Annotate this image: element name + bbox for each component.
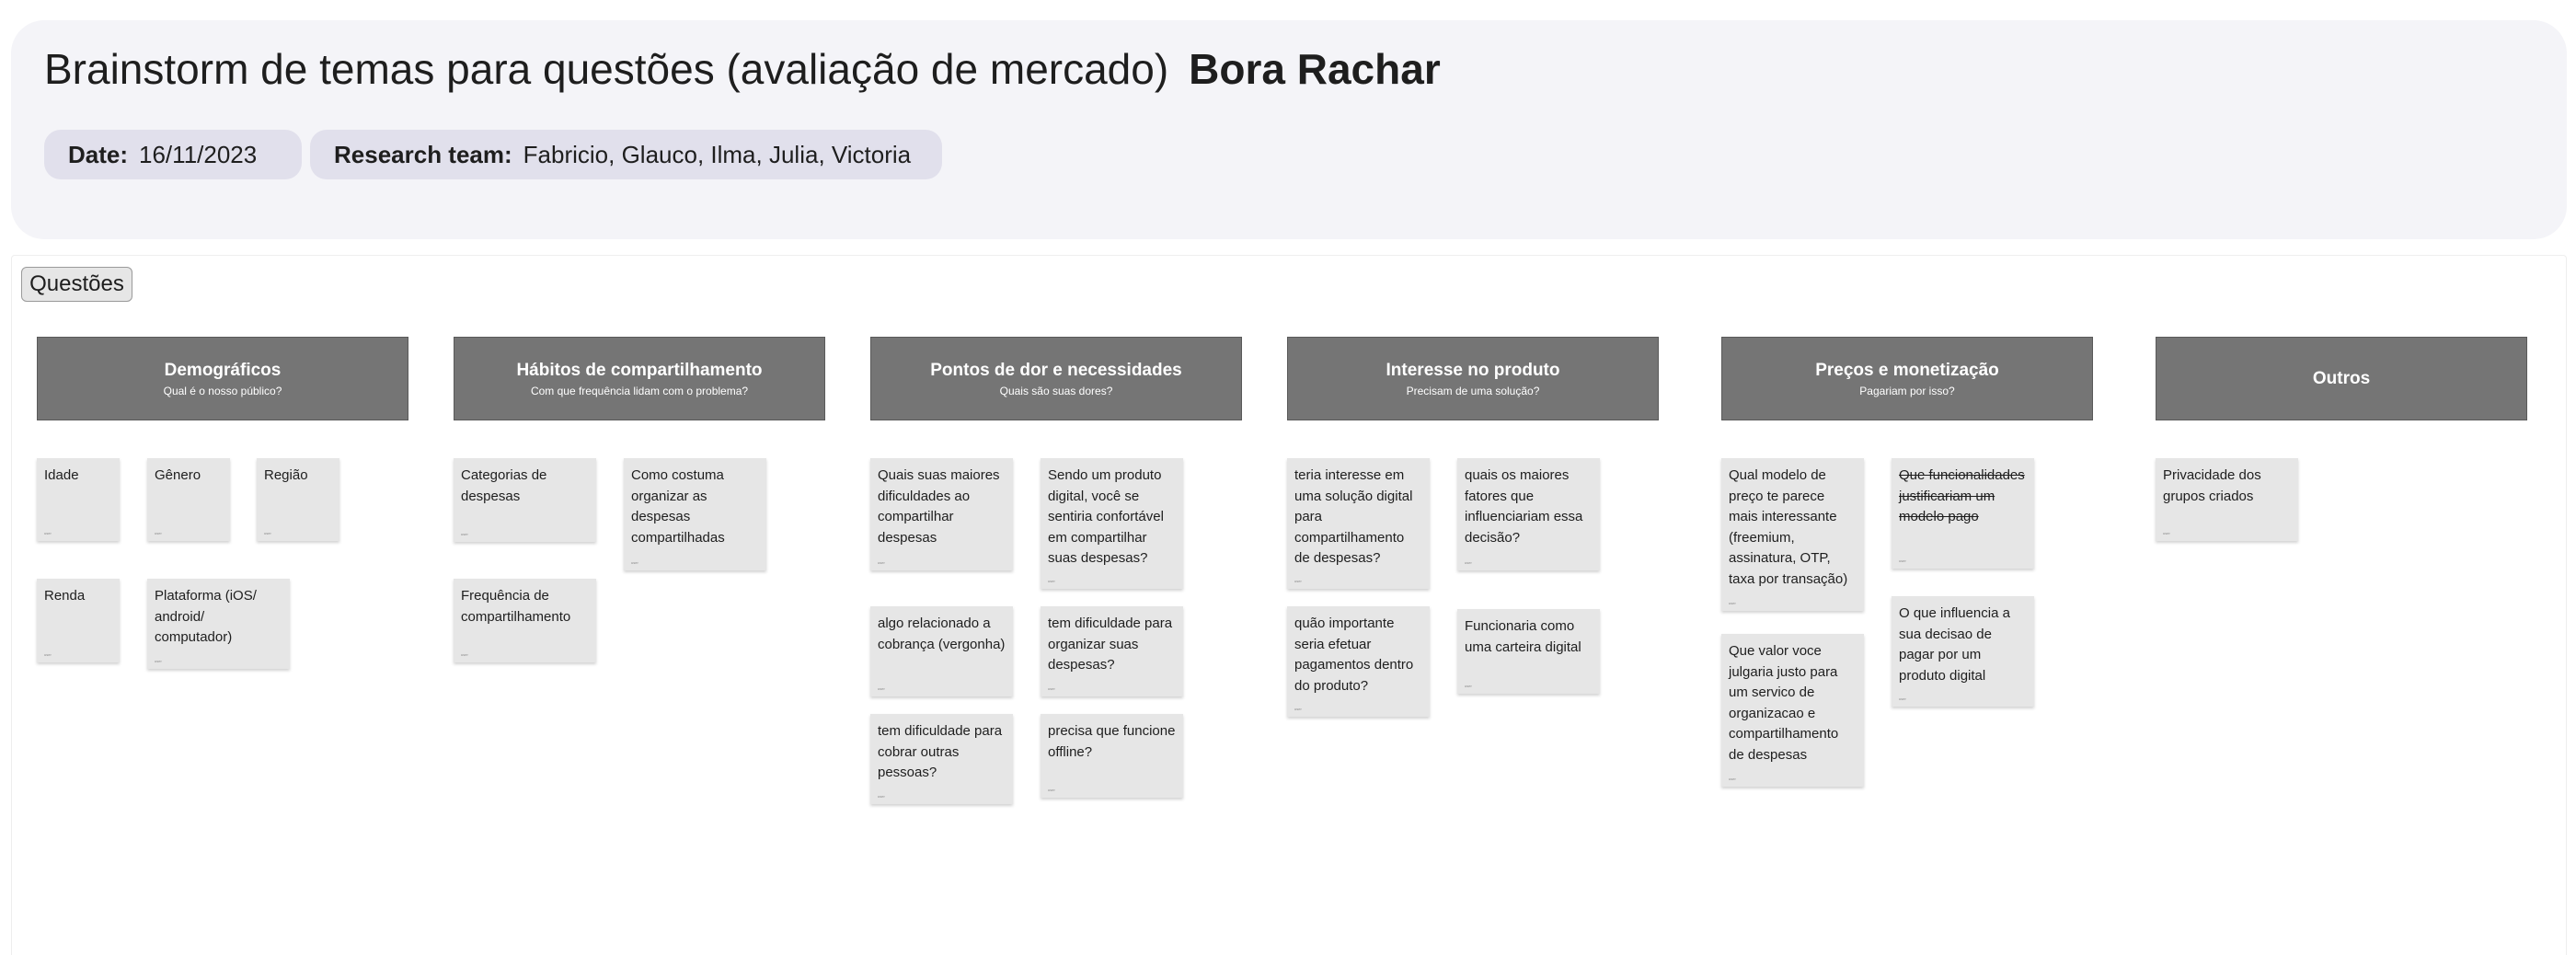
sticky-text: quais os maiores fatores que influenciariam essa decisão? xyxy=(1465,467,1583,546)
column-title: Pontos de dor e necessidades xyxy=(930,360,1182,380)
sticky-author: user xyxy=(1729,601,1736,605)
sticky-text: Frequência de compartilhamento xyxy=(461,588,571,625)
sticky-author: user xyxy=(1048,579,1055,583)
sticky-text: Gênero xyxy=(155,467,201,483)
sticky-author: user xyxy=(461,652,468,657)
sticky-author: user xyxy=(878,794,885,799)
sticky-author: user xyxy=(44,531,52,535)
sticky-note[interactable] xyxy=(1457,609,1600,694)
sticky-note[interactable] xyxy=(1041,714,1183,798)
sticky-text: Que valor voce julgaria justo para um servico de organizacao e compartilhamento de despesas xyxy=(1729,643,1839,763)
sticky-text: tem dificuldade para cobrar outras pessoas? xyxy=(878,723,1003,780)
sticky-author: user xyxy=(1729,777,1736,781)
sticky-text: Idade xyxy=(44,467,79,483)
column-title: Demográficos xyxy=(164,360,282,380)
date-pill[interactable] xyxy=(44,130,302,179)
sticky-text: Sendo um produto digital, você se sentiria confortável em compartilhar suas despesas? xyxy=(1048,467,1164,566)
section-label[interactable]: Questões xyxy=(21,267,132,302)
sticky-text: quão importante seria efetuar pagamentos dentro do produto? xyxy=(1294,616,1414,694)
sticky-note[interactable] xyxy=(257,458,339,541)
column-title: Outros xyxy=(2312,368,2371,388)
sticky-note[interactable] xyxy=(870,458,1013,570)
sticky-author: user xyxy=(878,686,885,691)
sticky-text: Qual modelo de preço te parece mais interessante (freemium, assinatura, OTP, taxa por transação) xyxy=(1729,467,1848,587)
sticky-note[interactable] xyxy=(2156,458,2298,541)
research-team-value: Fabricio, Glauco, Ilma, Julia, Victoria xyxy=(523,140,912,168)
column-header-pontos-de-dor[interactable] xyxy=(870,337,1242,420)
column-header-outros[interactable] xyxy=(2156,337,2527,420)
sticky-text: Região xyxy=(264,467,308,483)
sticky-note[interactable] xyxy=(147,579,290,669)
sticky-note[interactable] xyxy=(1287,606,1430,717)
column-header-habitos[interactable] xyxy=(454,337,825,420)
sticky-author: user xyxy=(461,532,468,536)
sticky-text: Privacidade dos grupos criados xyxy=(2163,467,2261,504)
sticky-note[interactable] xyxy=(1721,458,1864,611)
column-title: Hábitos de compartilhamento xyxy=(516,360,763,380)
sticky-author: user xyxy=(878,560,885,565)
sticky-note[interactable] xyxy=(870,606,1013,696)
sticky-text: Quais suas maiores dificuldades ao compartilhar despesas xyxy=(878,467,1000,546)
sticky-author: user xyxy=(1048,788,1055,792)
sticky-note[interactable] xyxy=(870,714,1013,804)
sticky-author: user xyxy=(1899,696,1906,701)
column-title: Preços e monetização xyxy=(1815,360,1999,380)
page-title: Brainstorm de temas para questões (avaliação de mercado) xyxy=(44,45,1169,93)
sticky-note[interactable] xyxy=(454,458,596,542)
sticky-note[interactable] xyxy=(1041,458,1183,589)
sticky-author: user xyxy=(1465,560,1472,565)
sticky-text: precisa que funcione offline? xyxy=(1048,723,1176,760)
sticky-note[interactable] xyxy=(1721,634,1864,787)
sticky-note[interactable] xyxy=(37,579,120,662)
column-subtitle: Pagariam por isso? xyxy=(1859,384,1955,397)
sticky-author: user xyxy=(1294,707,1302,711)
sticky-text: Renda xyxy=(44,588,86,604)
sticky-note[interactable] xyxy=(1287,458,1430,589)
sticky-author: user xyxy=(1465,684,1472,688)
sticky-text: Plataforma (iOS/ android/ computador) xyxy=(155,588,257,645)
column-subtitle: Com que frequência lidam com o problema? xyxy=(530,384,749,397)
column-header-demograficos[interactable] xyxy=(37,337,408,420)
sticky-author: user xyxy=(1899,558,1906,563)
sticky-note[interactable] xyxy=(37,458,120,541)
sticky-note[interactable] xyxy=(147,458,230,541)
sticky-text: O que influencia a sua decisao de pagar por um produto digital xyxy=(1899,605,2010,684)
title-row xyxy=(44,44,1441,94)
column-title: Interesse no produto xyxy=(1386,360,1560,380)
sticky-author: user xyxy=(631,560,638,565)
date-value: 16/11/2023 xyxy=(139,140,258,168)
research-team-label: Research team: xyxy=(334,140,512,168)
date-label: Date: xyxy=(68,140,129,168)
sticky-author: user xyxy=(44,652,52,657)
sticky-text: Que funcionalidades justificariam um modelo pago xyxy=(1899,467,2025,524)
sticky-note[interactable] xyxy=(454,579,596,662)
sticky-author: user xyxy=(155,659,162,663)
column-subtitle: Quais são suas dores? xyxy=(999,384,1113,397)
sticky-text: Como costuma organizar as despesas compartilhadas xyxy=(631,467,725,546)
column-subtitle: Qual é o nosso público? xyxy=(163,384,282,397)
sticky-note[interactable] xyxy=(1457,458,1600,570)
column-subtitle: Precisam de uma solução? xyxy=(1406,384,1540,397)
sticky-author: user xyxy=(1294,579,1302,583)
sticky-text: tem dificuldade para organizar suas despesas? xyxy=(1048,616,1173,673)
sticky-author: user xyxy=(2163,531,2170,535)
sticky-author: user xyxy=(264,531,271,535)
sticky-note[interactable] xyxy=(1892,596,2034,707)
research-team-pill[interactable] xyxy=(310,130,942,179)
sticky-note[interactable] xyxy=(1041,606,1183,696)
column-header-precos[interactable] xyxy=(1721,337,2093,420)
sticky-author: user xyxy=(1048,686,1055,691)
sticky-text: algo relacionado a cobrança (vergonha) xyxy=(878,616,1006,652)
sticky-text: Funcionaria como uma carteira digital xyxy=(1465,618,1581,655)
sticky-text: teria interesse em uma solução digital para compartilhamento de despesas? xyxy=(1294,467,1413,566)
sticky-note[interactable] xyxy=(624,458,766,570)
sticky-text: Categorias de despesas xyxy=(461,467,547,504)
sticky-note-strikethrough[interactable] xyxy=(1892,458,2034,569)
column-header-interesse[interactable] xyxy=(1287,337,1659,420)
project-name: Bora Rachar xyxy=(1189,45,1441,93)
sticky-author: user xyxy=(155,531,162,535)
